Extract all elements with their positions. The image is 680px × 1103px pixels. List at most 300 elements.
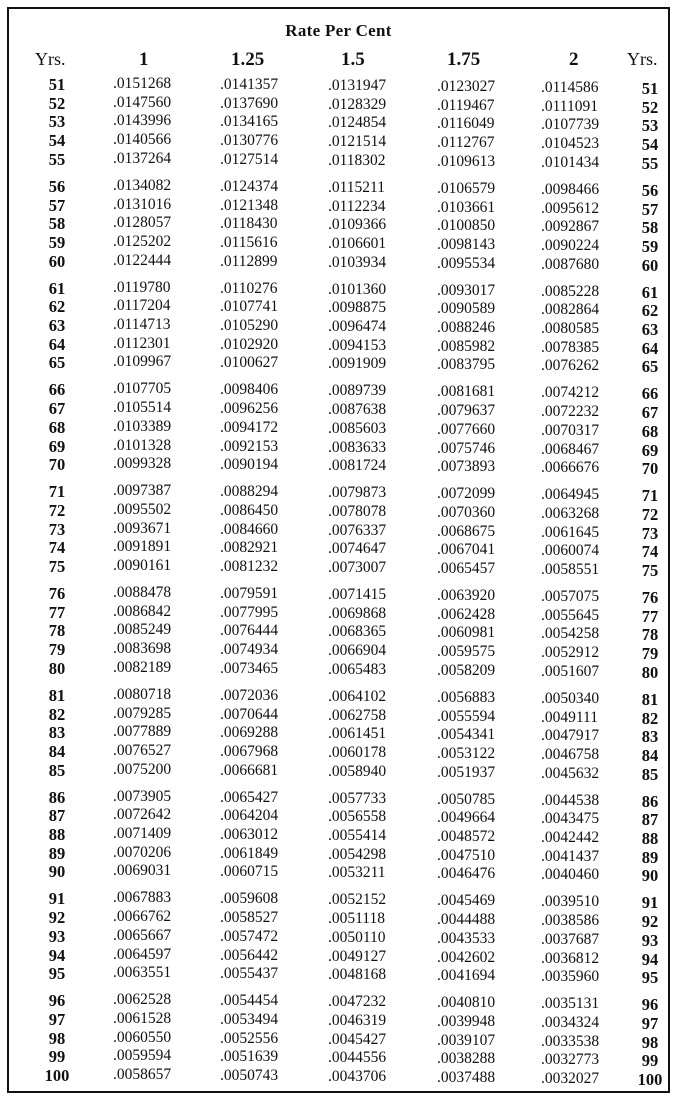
rate-value-cell: .0046758 (541, 745, 600, 763)
year-cell-left: 96 (48, 991, 66, 1011)
rate-value-cell: .0083633 (328, 438, 387, 456)
year-cell-right: 77 (641, 606, 659, 626)
rate-value-cell: .0079637 (437, 402, 496, 420)
year-cell-right: 85 (641, 764, 659, 784)
rate-value-cell: .0103661 (437, 198, 496, 216)
rate-value-cell: .0125202 (113, 232, 172, 250)
rate-value-cell: .0052556 (220, 1029, 279, 1047)
year-cell-left: 98 (48, 1028, 66, 1048)
rate-value-cell: .0058657 (113, 1066, 172, 1083)
rate-value-cell: .0039510 (541, 893, 600, 911)
rate-value-cell: .0062758 (328, 706, 387, 724)
year-cell-left: 52 (48, 93, 66, 113)
year-cell-left: 80 (48, 658, 66, 678)
table-row (9, 316, 668, 339)
year-cell-right: 61 (641, 282, 659, 302)
table-row (9, 455, 668, 479)
rate-header-1: 1 (139, 49, 149, 70)
year-cell-left: 78 (48, 621, 66, 641)
rate-value-cell: .0051607 (541, 662, 600, 680)
rate-value-cell: .0075200 (113, 760, 172, 778)
table-frame (7, 7, 670, 1093)
rate-value-cell: .0106579 (437, 179, 496, 197)
rate-value-cell: .0046476 (437, 865, 496, 883)
year-cell-right: 59 (641, 236, 659, 256)
rate-value-cell: .0058209 (437, 661, 496, 679)
rate-value-cell: .0119467 (437, 96, 495, 114)
rate-value-cell: .0032027 (541, 1070, 600, 1087)
rate-value-cell: .0042602 (437, 948, 496, 966)
rate-value-cell: .0065667 (113, 926, 172, 944)
table-row (9, 1009, 668, 1033)
table-row (9, 436, 668, 460)
rate-value-cell: .0117204 (113, 297, 171, 315)
rate-value-cell: .0105290 (220, 317, 279, 334)
table-row (9, 964, 668, 988)
rate-value-cell: .0064102 (328, 687, 387, 705)
rate-value-cell: .0098466 (541, 180, 600, 198)
rate-value-cell: .0059608 (220, 890, 279, 908)
rate-value-cell: .0097387 (113, 482, 172, 500)
year-cell-right: 71 (641, 486, 659, 506)
rate-value-cell: .0072099 (437, 485, 496, 503)
table-row (9, 417, 668, 441)
rate-value-cell: .0100850 (437, 217, 496, 235)
rate-value-cell: .0110276 (220, 279, 278, 297)
year-cell-left: 60 (48, 251, 66, 271)
year-cell-left: 92 (48, 908, 66, 928)
rate-value-cell: .0080585 (541, 320, 600, 337)
rate-value-cell: .0067883 (113, 889, 172, 907)
year-cell-right: 79 (641, 644, 659, 664)
rate-value-cell: .0095612 (541, 199, 600, 217)
rate-value-cell: .0109613 (437, 152, 496, 170)
table-row (9, 176, 668, 200)
year-cell-right: 91 (641, 893, 659, 913)
rate-value-cell: .0116049 (437, 115, 495, 133)
rate-value-cell: .0081724 (328, 457, 387, 475)
rate-value-cell: .0082921 (220, 539, 279, 557)
rate-value-cell: .0074934 (220, 641, 279, 659)
rate-value-cell: .0112234 (328, 197, 386, 215)
rate-value-cell: .0143996 (113, 112, 172, 130)
year-cell-left: 84 (48, 741, 66, 761)
rate-value-cell: .0035960 (541, 968, 600, 986)
year-cell-left: 79 (48, 640, 66, 660)
rate-value-cell: .0131016 (113, 195, 172, 213)
table-row (9, 482, 668, 506)
rate-value-cell: .0089739 (328, 382, 387, 400)
table-row (9, 1066, 668, 1089)
rate-value-cell: .0085228 (541, 282, 600, 300)
rate-value-cell: .0124854 (328, 114, 387, 132)
rate-value-cell: .0044538 (541, 791, 600, 809)
year-cell-right: 92 (641, 912, 659, 932)
table-row (9, 538, 668, 562)
rate-value-cell: .0077995 (220, 603, 279, 621)
rate-value-cell: .0081232 (220, 558, 279, 575)
rate-value-cell: .0073465 (220, 659, 279, 677)
rate-value-cell: .0056883 (437, 688, 496, 706)
rate-value-cell: .0107705 (113, 380, 172, 398)
rate-value-cell: .0043475 (541, 810, 600, 828)
table-row (9, 93, 668, 117)
rate-value-cell: .0119780 (113, 278, 171, 296)
rate-value-cell: .0067968 (220, 742, 279, 760)
rate-value-cell: .0056558 (328, 808, 387, 826)
rate-value-cell: .0095502 (113, 500, 172, 518)
rate-value-cell: .0107739 (541, 116, 600, 134)
rate-header-2: 2 (569, 49, 579, 70)
years-header-right: Yrs. (627, 49, 658, 69)
rate-value-cell: .0115211 (328, 178, 385, 196)
rate-value-cell: .0054298 (328, 845, 387, 863)
rate-value-cell: .0070317 (541, 421, 600, 439)
year-cell-right: 64 (641, 338, 659, 358)
table-row (9, 621, 668, 645)
rate-value-cell: .0103934 (328, 253, 387, 271)
rate-value-cell: .0079591 (220, 585, 279, 602)
rate-value-cell: .0043533 (437, 929, 496, 947)
year-cell-left: 56 (48, 176, 66, 196)
rate-value-cell: .0064204 (220, 807, 279, 825)
year-cell-left: 91 (48, 889, 66, 909)
rate-value-cell: .0077660 (437, 420, 496, 438)
year-cell-right: 99 (641, 1051, 659, 1071)
rate-value-cell: .0040810 (437, 994, 496, 1012)
rate-value-cell: .0093671 (113, 519, 172, 537)
table-row (9, 991, 668, 1015)
table-row (9, 399, 668, 423)
rate-value-cell: .0060981 (437, 624, 496, 642)
rate-value-cell: .0055645 (541, 606, 600, 624)
table-row (9, 112, 668, 136)
year-cell-right: 100 (637, 1070, 663, 1089)
year-cell-left: 61 (48, 278, 66, 298)
rate-value-cell: .0075746 (437, 439, 496, 457)
rate-value-cell: .0052152 (328, 891, 387, 909)
rate-value-cell: .0061451 (328, 725, 387, 743)
year-cell-left: 71 (48, 482, 66, 502)
rate-value-cell: .0043706 (328, 1068, 387, 1085)
year-cell-right: 87 (641, 810, 659, 830)
rate-value-cell: .0114713 (113, 316, 171, 333)
rate-value-cell: .0128057 (113, 214, 172, 232)
rate-value-cell: .0076337 (328, 521, 387, 539)
rate-value-cell: .0036812 (541, 949, 600, 967)
rate-value-cell: .0062428 (437, 605, 496, 623)
rate-value-cell: .0091909 (328, 355, 387, 373)
rate-value-cell: .0072642 (113, 806, 172, 824)
year-cell-left: 82 (48, 704, 66, 724)
rate-value-cell: .0059575 (437, 643, 496, 661)
table-row (9, 353, 668, 377)
rate-value-cell: .0045632 (541, 764, 600, 782)
rate-value-cell: .0094153 (328, 336, 387, 354)
table-row (9, 806, 668, 830)
rate-header-1-25: 1.25 (231, 49, 265, 70)
year-cell-right: 76 (641, 588, 659, 607)
year-cell-right: 62 (641, 301, 659, 321)
rate-value-cell: .0049127 (328, 947, 387, 965)
rate-value-cell: .0065483 (328, 660, 387, 678)
rate-value-cell: .0078385 (541, 338, 600, 356)
rate-value-cell: .0107741 (220, 298, 279, 316)
year-cell-left: 64 (48, 334, 66, 354)
table-row (9, 297, 668, 321)
rate-value-cell: .0060715 (220, 863, 279, 881)
year-cell-left: 77 (48, 602, 66, 622)
rate-value-cell: .0088246 (437, 319, 496, 336)
rate-value-cell: .0127514 (220, 150, 279, 168)
year-cell-right: 75 (641, 561, 659, 580)
table-row (9, 926, 668, 950)
table-row (9, 658, 668, 682)
rate-value-cell: .0078078 (328, 502, 387, 520)
year-cell-right: 90 (641, 866, 659, 886)
year-cell-right: 89 (641, 847, 659, 867)
rate-value-cell: .0050743 (220, 1067, 279, 1084)
rate-value-cell: .0112301 (113, 334, 171, 352)
rate-value-cell: .0044488 (437, 911, 496, 929)
rate-value-cell: .0053494 (220, 1010, 279, 1028)
rate-value-cell: .0087638 (328, 401, 387, 419)
year-cell-left: 73 (48, 519, 66, 539)
year-cell-right: 68 (641, 421, 659, 441)
year-cell-left: 66 (48, 380, 66, 400)
rate-value-cell: .0032773 (541, 1051, 600, 1069)
rate-value-cell: .0037488 (437, 1069, 496, 1086)
year-cell-left: 95 (48, 964, 66, 984)
year-cell-left: 93 (48, 926, 66, 946)
table-row (9, 787, 668, 811)
rate-value-cell: .0112899 (220, 252, 278, 270)
table-row (9, 1047, 668, 1071)
rate-value-cell: .0096474 (328, 318, 387, 335)
year-cell-right: 67 (641, 403, 659, 423)
rate-value-cell: .0053122 (437, 744, 496, 762)
rate-value-cell: .0070644 (220, 705, 279, 723)
rate-value-cell: .0055414 (328, 827, 387, 844)
rate-value-cell: .0090161 (113, 557, 172, 574)
rate-value-cell: .0040460 (541, 866, 600, 884)
rate-value-cell: .0077889 (113, 723, 172, 741)
rate-value-cell: .0045469 (437, 892, 496, 910)
rate-value-cell: .0090589 (437, 300, 496, 318)
table-row (9, 380, 668, 404)
year-cell-right: 93 (641, 930, 659, 950)
rate-value-cell: .0141357 (220, 76, 279, 93)
year-cell-right: 78 (641, 625, 659, 645)
rate-value-cell: .0103389 (113, 417, 172, 435)
rate-value-cell: .0063551 (113, 964, 172, 982)
table-row (9, 584, 668, 607)
rate-value-cell: .0074212 (541, 384, 600, 402)
rate-value-cell: .0041694 (437, 967, 496, 985)
year-cell-left: 69 (48, 436, 66, 456)
rate-value-cell: .0090194 (220, 456, 279, 474)
rate-value-cell: .0122444 (113, 251, 172, 269)
year-cell-right: 58 (641, 218, 659, 238)
rate-value-cell: .0101434 (541, 153, 600, 171)
rate-value-cell: .0073893 (437, 458, 496, 476)
year-cell-left: 90 (48, 862, 66, 882)
year-cell-right: 65 (641, 357, 659, 377)
rate-value-cell: .0058551 (541, 561, 600, 578)
rate-value-cell: .0044556 (328, 1049, 387, 1067)
table-row (9, 519, 668, 543)
rate-value-cell: .0073905 (113, 787, 172, 805)
rate-value-cell: .0034324 (541, 1013, 600, 1031)
table-row (9, 741, 668, 765)
table-title: Rate Per Cent (285, 21, 392, 40)
rate-value-cell: .0109366 (328, 216, 387, 234)
rate-value-cell: .0063012 (220, 826, 279, 843)
rate-value-cell: .0082864 (541, 301, 600, 319)
rate-value-cell: .0061849 (220, 844, 279, 862)
year-cell-right: 60 (641, 255, 659, 275)
rate-value-cell: .0098406 (220, 381, 279, 399)
year-cell-left: 94 (48, 945, 66, 965)
year-cell-right: 70 (641, 459, 659, 479)
year-cell-left: 97 (48, 1009, 66, 1029)
rate-value-cell: .0130776 (220, 132, 279, 150)
rate-value-cell: .0065457 (437, 560, 496, 577)
table-row (9, 334, 668, 358)
year-cell-left: 53 (48, 112, 66, 132)
year-cell-right: 97 (641, 1013, 659, 1033)
year-cell-left: 51 (48, 75, 66, 94)
year-cell-left: 88 (48, 825, 66, 844)
rate-value-cell: .0118430 (220, 215, 278, 233)
rate-value-cell: .0068675 (437, 522, 496, 540)
table-row (9, 908, 668, 932)
rate-value-cell: .0137690 (220, 94, 279, 112)
table-row (9, 640, 668, 664)
rate-value-cell: .0060074 (541, 542, 600, 560)
rate-value-cell: .0071415 (328, 586, 387, 603)
rate-value-cell: .0059594 (113, 1047, 172, 1065)
rate-value-cell: .0039948 (437, 1012, 496, 1030)
table-row (9, 843, 668, 867)
year-cell-right: 54 (641, 135, 659, 155)
years-header-left: Yrs. (35, 49, 66, 69)
year-cell-left: 87 (48, 806, 66, 826)
table-row (9, 214, 668, 238)
rate-value-cell: .0084660 (220, 520, 279, 538)
rate-value-cell: .0038586 (541, 912, 600, 930)
rate-value-cell: .0068365 (328, 623, 387, 641)
year-cell-right: 52 (641, 97, 659, 117)
rate-value-cell: .0115616 (220, 233, 278, 251)
year-cell-left: 99 (48, 1047, 66, 1067)
rate-value-cell: .0067041 (437, 541, 496, 559)
year-cell-left: 86 (48, 787, 66, 807)
rate-value-cell: .0066904 (328, 642, 387, 660)
rate-value-cell: .0118302 (328, 151, 386, 169)
rate-value-cell: .0123027 (437, 78, 496, 95)
rate-value-cell: .0096256 (220, 400, 279, 418)
rate-value-cell: .0151268 (113, 75, 172, 92)
year-cell-right: 95 (641, 968, 659, 988)
year-cell-right: 81 (641, 689, 659, 709)
year-cell-left: 70 (48, 455, 66, 475)
year-cell-right: 82 (641, 708, 659, 728)
rate-value-cell: .0047510 (437, 846, 496, 864)
rate-value-cell: .0102920 (220, 335, 279, 353)
rate-value-cell: .0068467 (541, 440, 600, 458)
rate-value-cell: .0106601 (328, 234, 387, 252)
rate-value-cell: .0088294 (220, 483, 279, 501)
year-cell-left: 76 (48, 584, 66, 603)
rate-value-cell: .0099328 (113, 455, 172, 473)
year-cell-right: 72 (641, 504, 659, 524)
rate-value-cell: .0121348 (220, 196, 279, 214)
rate-value-cell: .0051937 (437, 763, 496, 781)
rate-value-cell: .0121514 (328, 133, 387, 151)
rate-value-cell: .0060178 (328, 743, 387, 761)
year-cell-left: 58 (48, 214, 66, 234)
year-cell-left: 68 (48, 417, 66, 437)
table-row (9, 75, 668, 98)
rate-value-cell: .0086450 (220, 501, 279, 519)
year-cell-right: 56 (641, 180, 659, 200)
rate-value-cell: .0054341 (437, 726, 496, 744)
rate-value-cell: .0035131 (541, 995, 600, 1013)
rate-value-cell: .0061528 (113, 1009, 172, 1027)
rate-value-cell: .0057472 (220, 927, 279, 945)
rate-header-1-75: 1.75 (447, 49, 481, 70)
rate-value-cell: .0056442 (220, 946, 279, 964)
rate-value-cell: .0074647 (328, 540, 387, 558)
rate-value-cell: .0063268 (541, 504, 600, 522)
rate-value-cell: .0047917 (541, 727, 600, 745)
year-cell-left: 65 (48, 353, 66, 373)
rate-value-cell: .0101328 (113, 436, 172, 454)
year-cell-left: 74 (48, 538, 66, 558)
rate-value-cell: .0047232 (328, 993, 387, 1011)
rate-value-cell: .0090224 (541, 236, 600, 254)
year-cell-left: 72 (48, 500, 66, 520)
rate-value-cell: .0045427 (328, 1030, 387, 1048)
rate-value-cell: .0128329 (328, 95, 387, 113)
rate-value-cell: .0055437 (220, 965, 279, 983)
rate-value-cell: .0053211 (328, 864, 386, 882)
year-cell-left: 83 (48, 723, 66, 743)
rate-value-cell: .0131947 (328, 77, 387, 94)
rate-value-cell: .0111091 (541, 97, 598, 115)
rate-value-cell: .0064597 (113, 945, 172, 963)
rate-value-cell: .0063920 (437, 587, 496, 604)
rate-value-cell: .0072232 (541, 403, 600, 421)
rate-value-cell: .0081681 (437, 383, 496, 401)
table-row (9, 195, 668, 219)
rate-value-cell: .0092867 (541, 218, 600, 236)
rate-value-cell: .0076527 (113, 741, 172, 759)
year-cell-left: 54 (48, 131, 66, 151)
year-cell-right: 69 (641, 440, 659, 460)
rate-value-cell: .0054258 (541, 625, 600, 643)
rate-value-cell: .0088478 (113, 584, 172, 601)
rate-value-cell: .0112767 (437, 134, 495, 152)
table-row (9, 232, 668, 256)
year-cell-right: 88 (641, 829, 659, 848)
rate-value-cell: .0064945 (541, 486, 600, 504)
year-cell-right: 96 (641, 995, 659, 1015)
table-row (9, 685, 668, 709)
rate-value-cell: .0058940 (328, 762, 387, 780)
table-row (9, 251, 668, 275)
